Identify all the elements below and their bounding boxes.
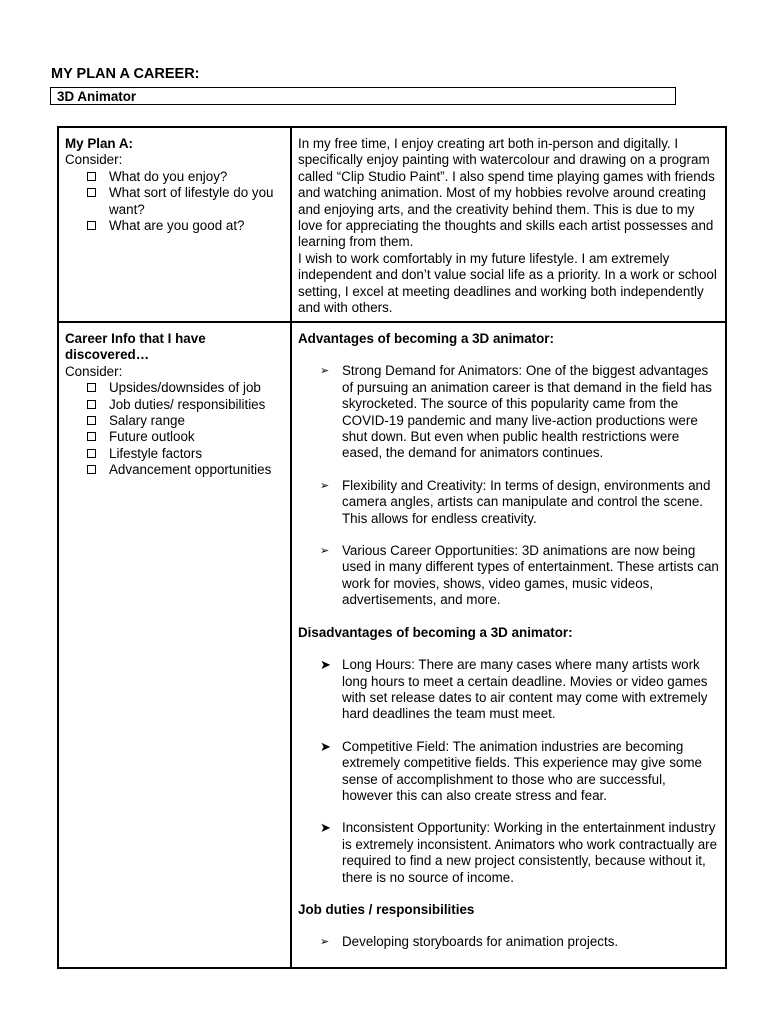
plan-a-prompt-cell — [58, 127, 291, 322]
checklist-item: Future outlook — [87, 429, 284, 445]
consider-label: Consider: — [65, 152, 123, 168]
checkbox-icon — [87, 188, 96, 197]
career-info-checklist — [65, 380, 284, 478]
advantage-item: ➢ Flexibility and Creativity: In terms of design, environments and camera angles, artists can manipulate and control the scene. This allows for endless creativity. — [320, 477, 711, 526]
arrow-bullet-icon: ➢ — [320, 365, 330, 378]
advantage-item: ➢ Strong Demand for Animators: One of the biggest advantages of pursuing an animation career is that demand in the field has skyrocketed. The source of this popularity came from the COVID-19 pandemic and many live-action productions were shut down. But even when public health restrictions were eased, the demand for animators continues. — [320, 363, 712, 461]
disadvantage-item: ➤ Inconsistent Opportunity: Working in the entertainment industry is extremely inconsistent. Animators who work contractually are required to find a new project consistently, because without it, there is no source of income. — [320, 820, 718, 885]
duties-list — [298, 934, 719, 950]
disadvantages-list — [298, 657, 719, 886]
page-title: MY PLAN A CAREER: — [51, 66, 200, 82]
checklist-item: Upsides/downsides of job — [87, 380, 284, 396]
career-info-prompt-cell — [58, 322, 291, 968]
checklist-item: Salary range — [87, 413, 284, 429]
checkbox-icon — [87, 221, 96, 230]
checklist-item: Job duties/ responsibilities — [87, 397, 284, 413]
consider-label: Consider: — [65, 363, 123, 379]
solid-arrow-bullet-icon: ➤ — [320, 738, 331, 754]
disadvantage-item: ➤ Long Hours: There are many cases where many artists work long hours to meet a certain deadline. Movies or video games with set release dates to air content may come with extremely hard deadlines the team must meet. — [320, 657, 708, 722]
plan-a-answer-cell — [291, 127, 726, 322]
checkbox-icon — [87, 172, 96, 181]
advantages-list — [298, 363, 719, 608]
plan-table — [57, 126, 727, 969]
checklist-item: What sort of lifestyle do you want? — [87, 185, 284, 218]
duties-heading: Job duties / responsibilities — [298, 901, 475, 917]
checkbox-icon — [87, 465, 96, 474]
arrow-bullet-icon: ➢ — [320, 545, 330, 558]
advantages-heading: Advantages of becoming a 3D animator: — [298, 331, 554, 346]
checklist-item: What are you good at? — [87, 218, 284, 234]
plan-a-paragraph-lifestyle: I wish to work comfortably in my future lifestyle. I am extremely independent and don’t value social life as a priority. In a work or school setting, I excel at meeting deadlines and working both independently and with others. — [298, 250, 717, 316]
plan-a-heading: My Plan A: — [65, 136, 133, 151]
checklist-item: Lifestyle factors — [87, 446, 284, 462]
career-info-answer-cell — [291, 322, 726, 968]
solid-arrow-bullet-icon: ➤ — [320, 657, 331, 673]
disadvantages-heading: Disadvantages of becoming a 3D animator: — [298, 624, 573, 640]
arrow-bullet-icon: ➢ — [320, 479, 330, 492]
solid-arrow-bullet-icon: ➤ — [320, 820, 331, 836]
checkbox-icon — [87, 432, 96, 441]
arrow-bullet-icon: ➢ — [320, 936, 330, 949]
checklist-item: Advancement opportunities — [87, 462, 284, 478]
checkbox-icon — [87, 449, 96, 458]
checkbox-icon — [87, 383, 96, 392]
advantage-item: ➢ Various Career Opportunities: 3D animations are now being used in many different types of entertainment. These artists can work for movies, shows, video games, music videos, advertisements, and more. — [320, 543, 719, 608]
plan-a-row — [58, 127, 726, 322]
career-title-box: 3D Animator — [50, 87, 676, 105]
duty-item: ➢ Developing storyboards for animation projects. — [320, 934, 619, 950]
checklist-item: What do you enjoy? — [87, 169, 284, 185]
career-info-row — [58, 322, 726, 968]
checkbox-icon — [87, 400, 96, 409]
career-info-heading: Career Info that I have discovered… — [65, 331, 206, 363]
checkbox-icon — [87, 416, 96, 425]
plan-a-checklist — [65, 169, 284, 235]
disadvantage-item: ➤ Competitive Field: The animation industries are becoming extremely competitive fields. This experience may give some sense of accomplishment to those who are successful, however this can also create stress and fear. — [320, 738, 702, 803]
plan-a-paragraph-hobbies: In my free time, I enjoy creating art both in-person and digitally. I specifically enjoy painting with watercolour and drawing on a program called “Clip Studio Paint”. I also spend time playing games with friends and watching animation. Most of my hobbies revolve around creating and enjoying arts, and the creativity behind them. This is due to my love for appreciating the thoughts and skills each artist possesses and learning from them. — [298, 136, 715, 250]
